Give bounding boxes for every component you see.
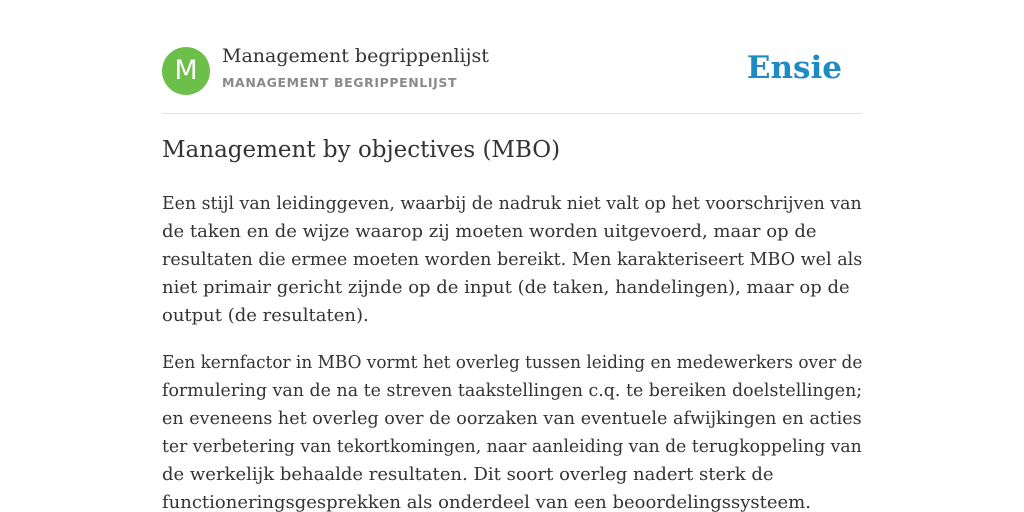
paragraph-line: en eveneens het overleg over de oorzaken van eventuele afwijkingen en acties — [162, 408, 862, 429]
article-title: Management by objectives (MBO) — [162, 137, 561, 163]
source-avatar[interactable]: M — [162, 47, 210, 95]
ensie-logo[interactable]: Ensie — [746, 50, 842, 86]
source-subtitle: MANAGEMENT BEGRIPPENLIJST — [222, 75, 458, 90]
paragraph-line: niet primair gericht zijnde op de input (de taken, handelingen), maar op de — [162, 277, 850, 298]
article-paragraph-1 — [162, 190, 862, 330]
paragraph-line: output (de resultaten). — [162, 305, 369, 326]
paragraph-line: functioneringsgesprekken als onderdeel van een beoordelingssysteem. — [162, 492, 811, 512]
paragraph-line: Een stijl van leidinggeven, waarbij de nadruk niet valt op het voorschrijven van — [162, 193, 862, 214]
paragraph-line: Een kernfactor in MBO vormt het overleg tussen leiding en medewerkers over de — [162, 352, 863, 373]
content-column — [162, 0, 863, 512]
paragraph-line: de werkelijk behaalde resultaten. Dit soort overleg nadert sterk de — [162, 464, 774, 485]
paragraph-line: de taken en de wijze waarop zij moeten worden uitgevoerd, maar op de — [162, 221, 817, 242]
source-header — [162, 0, 862, 114]
source-title-link[interactable]: Management begrippenlijst — [222, 45, 489, 67]
paragraph-line: resultaten die ermee moeten worden bereikt. Men karakteriseert MBO wel als — [162, 249, 863, 270]
paragraph-line: ter verbetering van tekortkomingen, naar aanleiding van de terugkoppeling van — [162, 436, 862, 457]
article-paragraph-2 — [162, 349, 862, 512]
paragraph-line: formulering van de na te streven taakstellingen c.q. te bereiken doelstellingen; — [162, 380, 863, 401]
